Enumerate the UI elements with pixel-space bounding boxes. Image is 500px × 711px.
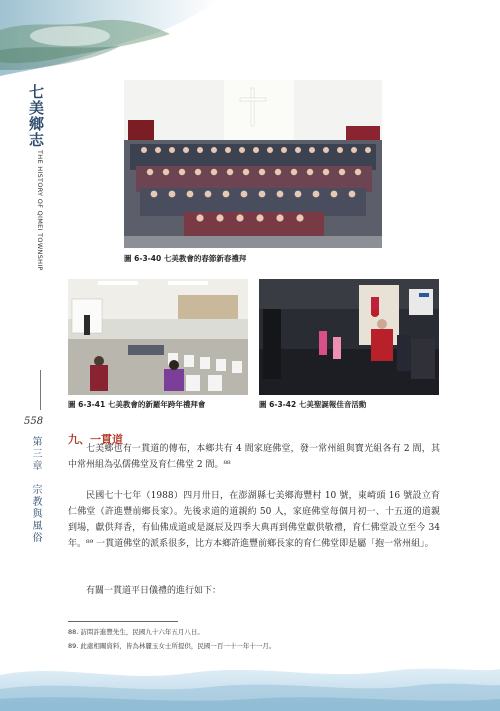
new-year-worship-photo [68,279,248,395]
paragraph-3: 有關一貫道平日儀禮的進行如下： [86,586,222,596]
margin-divider [40,370,41,410]
photo-caption-3: 圖 6-3-42 七美聖誕報佳音活動 [259,400,367,409]
top-landscape-decoration [0,0,500,80]
section-heading: 九、一貫道 [68,433,123,446]
brand-subtitle-en: THE HISTORY OF QIMEI TOWNSHIP [36,150,44,271]
brand-title: 七美鄉志 [27,84,45,148]
photo-caption-2: 圖 6-3-41 七美教會的新羅年跨年禮拜會 [68,400,206,409]
paragraph-2: 民國七十七年（1988）四月卅日，在澎湖縣七美鄉海豐村 10 號，東崎頭 16 號設立育仁佛堂（許進豐前鄉長家）。先後求道的道親約 50 人，家庭佛堂每個月初一、十五道的道親到場，獻供拜香，有仙佛成道或是誕辰及四季大典再到佛堂獻供敬禮，育仁佛堂設立至今 34 年。⁸⁹ 一貫道佛堂的派系很多，比方本鄉許進豐前鄉長家的育仁佛堂即是屬「抱一常州組」。 [68,491,440,549]
page-number: 558 [24,416,44,427]
christmas-carol-photo [259,279,439,395]
bottom-wave-decoration [0,655,500,711]
paragraph-1: 七美鄉也有一貫道的傳布，本鄉共有 4 間家庭佛堂，發一常州組與寶光組各有 2 間，其中常州組為弘儒佛堂及育仁佛堂 2 間。⁸⁸ [68,444,440,470]
church-group-photo [124,80,382,248]
chapter-label: 第三章 宗教與風俗 [30,436,41,544]
photo-caption-1: 圖 6-3-40 七美教會的春節新春禮拜 [124,254,247,263]
footnote-88: 88. 訪問許進豐先生，民國九十六年五月八日。 [68,628,204,636]
footnote-89: 89. 此處相關資料，皆為林麗玉女士所提供，民國一百一十一年十一月。 [68,642,276,650]
footnote-rule [68,621,178,622]
